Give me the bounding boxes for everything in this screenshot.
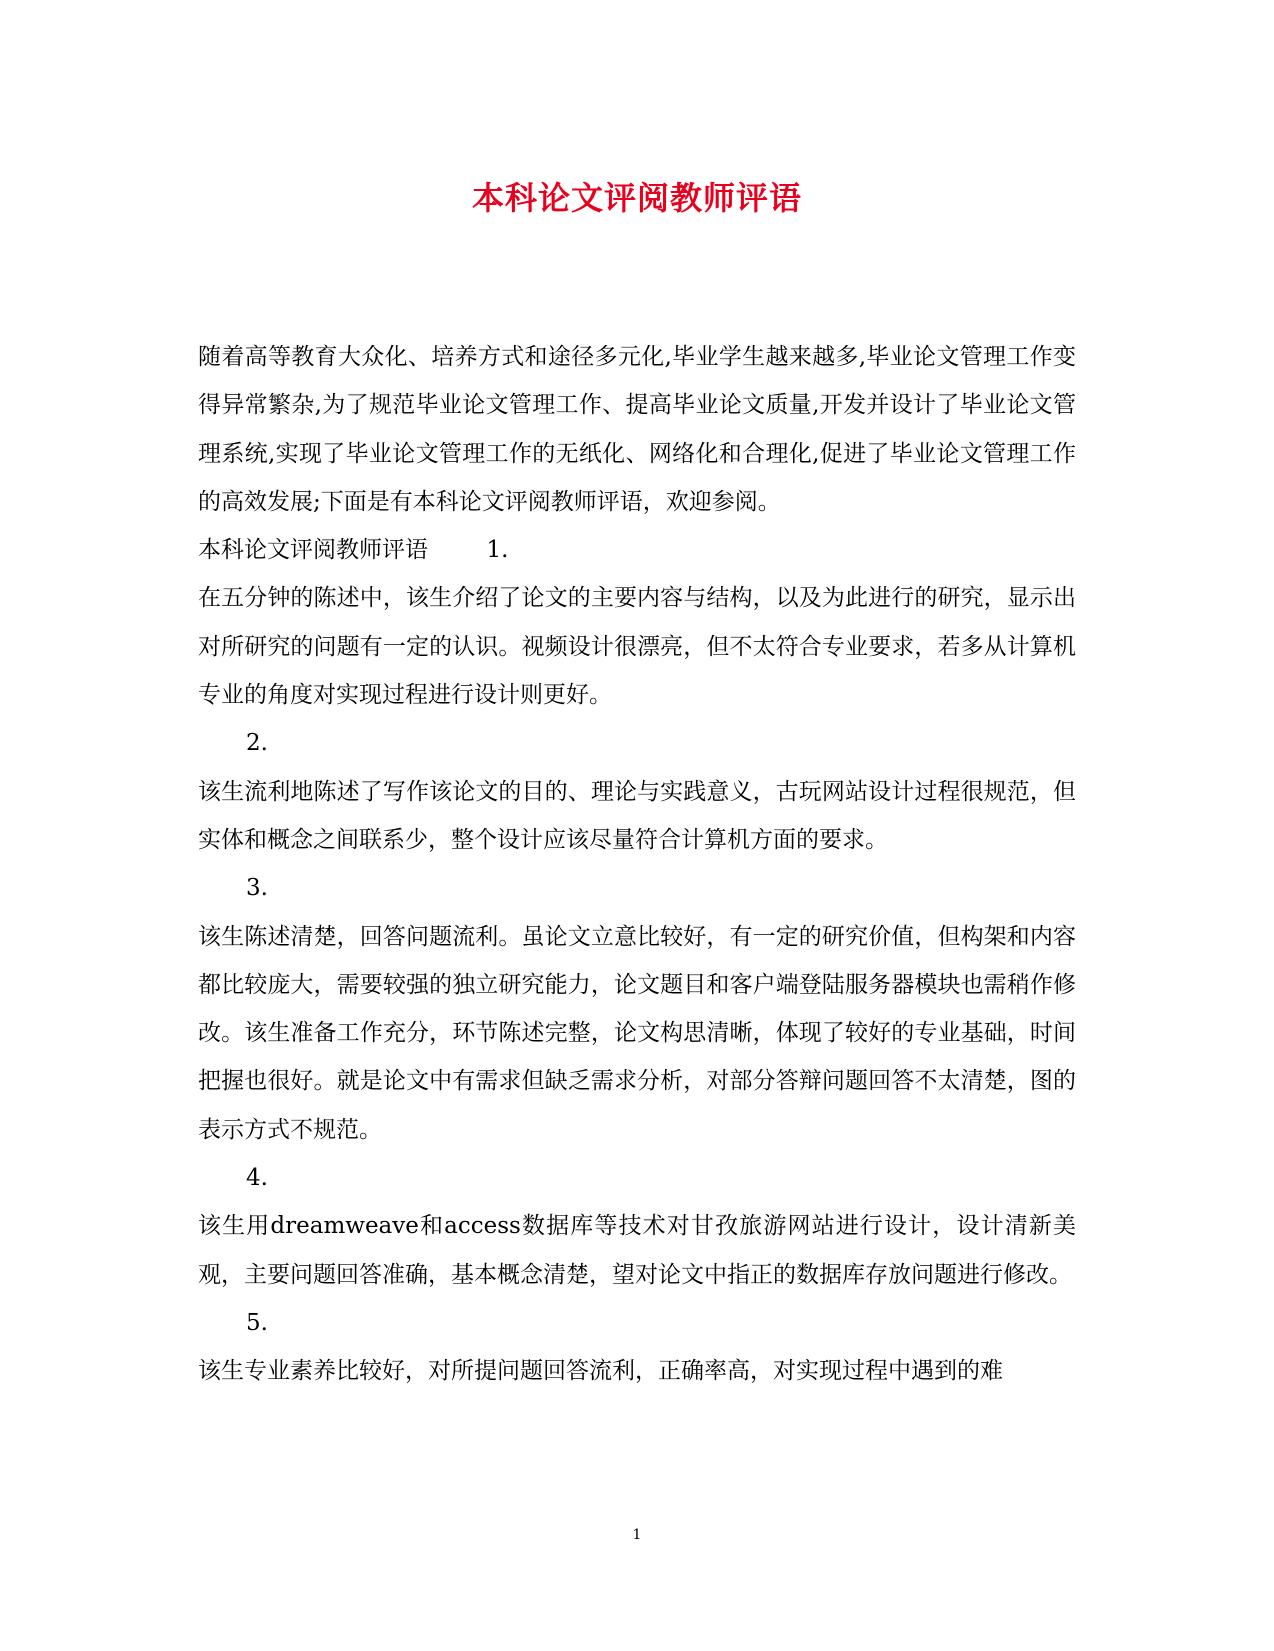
comment-text-3: 该生陈述清楚，回答问题流利。虽论文立意比较好，有一定的研究价值，但构架和内容都比较庞大，需要较强的独立研究能力，论文题目和客户端登陆服务器模块也需稍作修改。该生准备工作充分，环节陈述完整，论文构思清晰，体现了较好的专业基础，时间把握也很好。就是论文中有需求但缺乏需求分析，对部分答辩问题回答不太清楚，图的表示方式不规范。 <box>198 923 1076 1143</box>
comment-text-4: 该生用dreamweave和access数据库等技术对甘孜旅游网站进行设计，设计清新美观，主要问题回答准确，基本概念清楚，望对论文中指正的数据库存放问题进行修改。 <box>198 1213 1076 1288</box>
document-title: 本科论文评阅教师评语 <box>471 179 802 217</box>
section-heading-line <box>198 526 1076 574</box>
comment-number-2: 2. <box>246 730 268 757</box>
comment-number-1: 1. <box>486 537 509 564</box>
comment-text-2: 该生流利地陈述了写作该论文的目的、理论与实践意义，古玩网站设计过程很规范，但实体和概念之间联系少，整个设计应该尽量符合计算机方面的要求。 <box>198 778 1076 853</box>
comment-number-4: 4. <box>246 1165 268 1192</box>
section-heading: 本科论文评阅教师评语 <box>198 537 428 564</box>
comment-number-5: 5. <box>246 1309 268 1336</box>
page-number: 1 <box>632 1527 642 1543</box>
document-body <box>198 333 1076 1396</box>
comment-text-5: 该生专业素养比较好，对所提问题回答流利，正确率高，对实现过程中遇到的难 <box>198 1358 1003 1385</box>
comment-text-1: 在五分钟的陈述中，该生介绍了论文的主要内容与结构，以及为此进行的研究，显示出对所研究的问题有一定的认识。视频设计很漂亮，但不太符合专业要求，若多从计算机专业的角度对实现过程进行设计则更好。 <box>198 585 1076 709</box>
comment-number-3: 3. <box>246 875 268 902</box>
intro-paragraph: 随着高等教育大众化、培养方式和途径多元化,毕业学生越来越多,毕业论文管理工作变得异常繁杂,为了规范毕业论文管理工作、提高毕业论文质量,开发并设计了毕业论文管理系统,实现了毕业论文管理工作的无纸化、网络化和合理化,促进了毕业论文管理工作的高效发展;下面是有本科论文评阅教师评语，欢迎参阅。 <box>198 344 1076 515</box>
